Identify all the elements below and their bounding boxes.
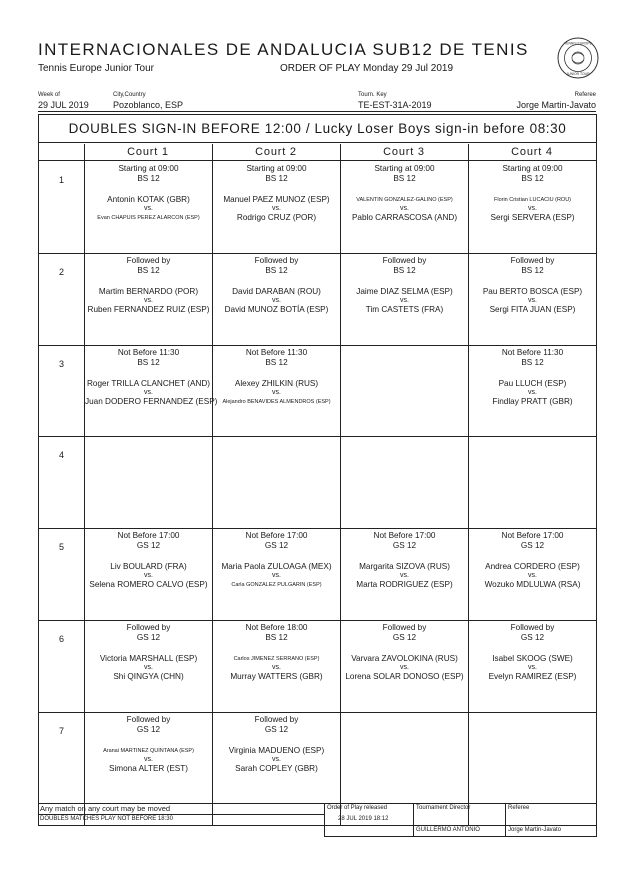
- player-two: Marta RODRIGUEZ (ESP): [356, 580, 453, 590]
- match-category: BS 12: [521, 265, 544, 275]
- row-number: 6: [58, 634, 64, 644]
- player-one: Antonin KOTAK (GBR): [107, 195, 190, 204]
- match-cell: [85, 164, 212, 254]
- player-two: Evan CHAPUIS PEREZ ALARCON (ESP): [97, 215, 200, 221]
- match-time: Followed by: [382, 255, 427, 265]
- versus-label: vs.: [400, 296, 409, 304]
- player-two: Shi QINGYA (CHN): [113, 672, 184, 681]
- versus-label: vs.: [272, 664, 281, 671]
- versus-label: vs.: [144, 664, 153, 671]
- tennis-europe-logo: [556, 36, 600, 80]
- svg-text:JUNIOR TOUR: JUNIOR TOUR: [566, 72, 590, 76]
- player-one: Victoria MARSHALL (ESP): [99, 654, 198, 663]
- footer-note-doubles: DOUBLES MATCHES PLAY NOT BEFORE 18:30: [40, 816, 173, 822]
- player-one: Carlos JIMENEZ SERRANO (ESP): [233, 656, 320, 662]
- match-cell: [213, 164, 340, 254]
- player-two: Lorena SOLAR DONOSO (ESP): [345, 672, 464, 681]
- row-divider: [39, 253, 596, 254]
- player-two: Wozuko MDLULWA (RSA): [484, 580, 581, 590]
- court-header-divider: [39, 160, 596, 161]
- row-divider: [39, 620, 596, 621]
- released-value: 28 JUL 2019 18:12: [338, 816, 389, 822]
- match-time: Followed by: [126, 255, 171, 265]
- match-time: Not Before 17:00: [245, 531, 308, 541]
- row-number: 7: [58, 725, 64, 736]
- row-divider: [39, 436, 596, 437]
- match-time: Followed by: [382, 623, 427, 632]
- player-one: Florin Cristian LUCACIU (ROU): [493, 197, 571, 203]
- player-two: Tim CASTETS (FRA): [365, 304, 444, 314]
- row-number: 5: [58, 542, 64, 553]
- match-category: GS 12: [392, 541, 417, 551]
- match-category: GS 12: [264, 541, 289, 551]
- tournament-title: INTERNACIONALES DE ANDALUCIA SUB12 DE TENIS: [38, 40, 529, 59]
- match-cell: [469, 348, 596, 438]
- tourn-key-label: Tourn. Key: [358, 92, 387, 98]
- match-time: Not Before 17:00: [117, 531, 180, 541]
- court-header-1: Court 1: [127, 146, 169, 158]
- match-time: Starting at 09:00: [502, 164, 563, 173]
- player-one: VALENTIN GONZALEZ-GALINO (ESP): [356, 197, 453, 203]
- match-category: GS 12: [136, 633, 161, 642]
- match-time: Not Before 11:30: [117, 347, 180, 357]
- match-time: Starting at 09:00: [374, 164, 435, 173]
- match-category: GS 12: [264, 724, 289, 734]
- versus-label: vs.: [144, 205, 153, 212]
- player-one: David DARABAN (ROU): [232, 286, 321, 296]
- match-time: Followed by: [254, 714, 299, 724]
- versus-label: vs.: [272, 572, 281, 580]
- versus-label: vs.: [528, 388, 537, 396]
- match-category: BS 12: [521, 357, 544, 367]
- row-divider: [39, 528, 596, 529]
- player-two: Rodrigo CRUZ (POR): [236, 213, 317, 222]
- versus-label: vs.: [144, 755, 153, 763]
- player-one: Jaime DIAZ SELMA (ESP): [356, 286, 453, 296]
- footer-sep-2: [413, 803, 414, 836]
- match-category: BS 12: [393, 265, 416, 275]
- match-cell: [85, 347, 218, 438]
- footer-sep-4: [596, 803, 597, 836]
- order-of-play-grid: [38, 114, 597, 826]
- match-cell: [213, 531, 340, 621]
- released-label: Order of Play released: [327, 805, 388, 811]
- week-value: 29 JUL 2019: [38, 100, 89, 110]
- row-number: 2: [58, 266, 64, 277]
- player-one: Pau LLUCH (ESP): [498, 378, 567, 388]
- player-one: Martim BERNARDO (POR): [98, 286, 199, 296]
- match-time: Not Before 11:30: [501, 347, 564, 357]
- player-one: Roger TRILLA CLANCHET (AND): [87, 378, 210, 388]
- match-cell: [469, 623, 596, 713]
- match-time: Followed by: [254, 255, 299, 265]
- match-time: Not Before 17:00: [373, 531, 436, 541]
- court-header-4: Court 4: [511, 146, 553, 158]
- match-category: BS 12: [265, 357, 288, 367]
- versus-label: vs.: [528, 205, 537, 212]
- footer-bottom-line: [324, 836, 597, 837]
- player-one: Pau BERTO BOSCA (ESP): [482, 286, 583, 296]
- match-category: BS 12: [137, 174, 160, 183]
- match-time: Starting at 09:00: [246, 164, 307, 173]
- tour-name: Tennis Europe Junior Tour: [38, 63, 154, 74]
- player-one: Virginia MADUENO (ESP): [228, 745, 325, 755]
- versus-label: vs.: [144, 296, 153, 304]
- match-category: BS 12: [265, 633, 288, 642]
- meta-divider: [38, 111, 596, 112]
- versus-label: vs.: [144, 388, 153, 396]
- versus-label: vs.: [272, 205, 281, 212]
- match-cell: [213, 623, 340, 713]
- match-time: Starting at 09:00: [118, 164, 179, 173]
- row-number: 3: [58, 358, 64, 369]
- match-category: BS 12: [265, 265, 288, 275]
- player-two: Ruben FERNANDEZ RUIZ (ESP): [87, 304, 210, 314]
- match-category: BS 12: [521, 174, 544, 183]
- city-value: Pozoblanco, ESP: [113, 100, 184, 110]
- player-two: Selena ROMERO CALVO (ESP): [89, 580, 208, 590]
- week-label: Week of: [38, 92, 60, 98]
- versus-label: vs.: [400, 664, 409, 671]
- versus-label: vs.: [400, 572, 409, 580]
- city-label: City,Country: [113, 92, 146, 98]
- match-category: BS 12: [265, 174, 288, 183]
- player-one: Maria Paola ZULOAGA (MEX): [221, 562, 332, 572]
- tourn-key-value: TE-EST-31A-2019: [358, 100, 432, 110]
- player-two: Sarah COPLEY (GBR): [235, 763, 318, 773]
- sign-in-banner: DOUBLES SIGN-IN BEFORE 12:00 / Lucky Loser Boys sign-in before 08:30: [39, 115, 596, 143]
- svg-text:TENNIS EUROPE: TENNIS EUROPE: [564, 41, 592, 46]
- player-one: Aranai MARTINEZ QUINTANA (ESP): [103, 747, 194, 754]
- match-time: Followed by: [126, 623, 171, 632]
- player-two: Findlay PRATT (GBR): [492, 396, 573, 406]
- versus-label: vs.: [272, 388, 281, 396]
- player-two: Evelyn RAMIREZ (ESP): [488, 672, 577, 681]
- match-cell: [469, 256, 596, 346]
- match-cell: [213, 348, 340, 438]
- match-category: GS 12: [136, 724, 161, 734]
- player-one: Varvara ZAVOLOKINA (RUS): [351, 654, 458, 663]
- player-one: Liv BOULARD (FRA): [110, 562, 187, 572]
- match-time: Not Before 18:00: [245, 623, 308, 632]
- player-two: Alejandro BENAVIDES ALMENDROS (ESP): [222, 398, 331, 405]
- versus-label: vs.: [272, 296, 281, 304]
- player-two: Sergi SERVERA (ESP): [490, 213, 575, 222]
- court-header-3: Court 3: [383, 146, 425, 158]
- match-category: BS 12: [137, 357, 160, 367]
- player-one: Andrea CORDERO (ESP): [485, 562, 580, 572]
- row-divider: [39, 712, 596, 713]
- player-two: Simona ALTER (EST): [108, 763, 188, 773]
- footer-referee-label: Referee: [508, 805, 530, 811]
- player-one: Margarita SIZOVA (RUS): [359, 562, 450, 572]
- player-two: Carla GONZALEZ PULGARIN (ESP): [231, 582, 322, 589]
- player-one: Manuel PAEZ MUNOZ (ESP): [223, 195, 330, 204]
- match-cell: [85, 256, 212, 346]
- player-two: David MUNOZ BOTÍA (ESP): [224, 304, 329, 314]
- match-category: GS 12: [520, 633, 545, 642]
- player-two: Sergi FITA JUAN (ESP): [489, 304, 576, 314]
- referee-label: Referee: [574, 92, 596, 98]
- footer-sep-1: [324, 803, 325, 836]
- player-one: Isabel SKOOG (SWE): [492, 654, 573, 663]
- versus-label: vs.: [528, 296, 537, 304]
- court-header-2: Court 2: [255, 146, 297, 158]
- row-divider: [39, 345, 596, 346]
- match-cell: [85, 623, 212, 713]
- versus-label: vs.: [528, 572, 537, 580]
- director-value: GUILLERMO ANTONIO: [416, 827, 480, 833]
- match-time: Followed by: [510, 623, 555, 632]
- footer-sep-3: [505, 803, 506, 836]
- match-category: BS 12: [393, 174, 416, 183]
- player-two: Murray WATTERS (GBR): [230, 672, 323, 681]
- player-one: Alexey ZHILKIN (RUS): [234, 378, 319, 388]
- match-time: Followed by: [126, 714, 171, 724]
- versus-label: vs.: [272, 755, 281, 763]
- match-cell: [85, 715, 212, 805]
- match-cell: [213, 256, 340, 346]
- footer-note-moved: Any match on any court may be moved: [40, 804, 171, 813]
- match-cell: [85, 531, 212, 621]
- match-cell: [469, 164, 596, 254]
- match-cell: [341, 531, 468, 621]
- match-cell: [213, 715, 340, 805]
- director-label: Tournament Director: [416, 805, 471, 811]
- versus-label: vs.: [144, 572, 153, 580]
- match-cell: [341, 623, 468, 713]
- player-two: Juan DODERO FERNANDEZ (ESP): [85, 396, 218, 406]
- match-time: Followed by: [510, 255, 555, 265]
- match-category: BS 12: [137, 265, 160, 275]
- row-number: 1: [58, 175, 64, 185]
- match-category: GS 12: [392, 633, 417, 642]
- match-category: GS 12: [136, 541, 161, 551]
- match-cell: [469, 531, 596, 621]
- order-of-play-date: ORDER OF PLAY Monday 29 Jul 2019: [280, 63, 454, 74]
- player-two: Pablo CARRASCOSA (AND): [351, 213, 458, 222]
- footer-referee-value: Jorge Martin-Javato: [508, 827, 562, 833]
- match-cell: [341, 164, 468, 254]
- referee-value: Jorge Martin-Javato: [516, 100, 596, 110]
- versus-label: vs.: [528, 664, 537, 671]
- row-number: 4: [58, 450, 64, 461]
- versus-label: vs.: [400, 205, 409, 212]
- match-time: Not Before 11:30: [245, 347, 308, 357]
- match-cell: [341, 256, 468, 346]
- match-category: GS 12: [520, 541, 545, 551]
- match-time: Not Before 17:00: [501, 531, 564, 541]
- footer-divider-left: [38, 814, 324, 815]
